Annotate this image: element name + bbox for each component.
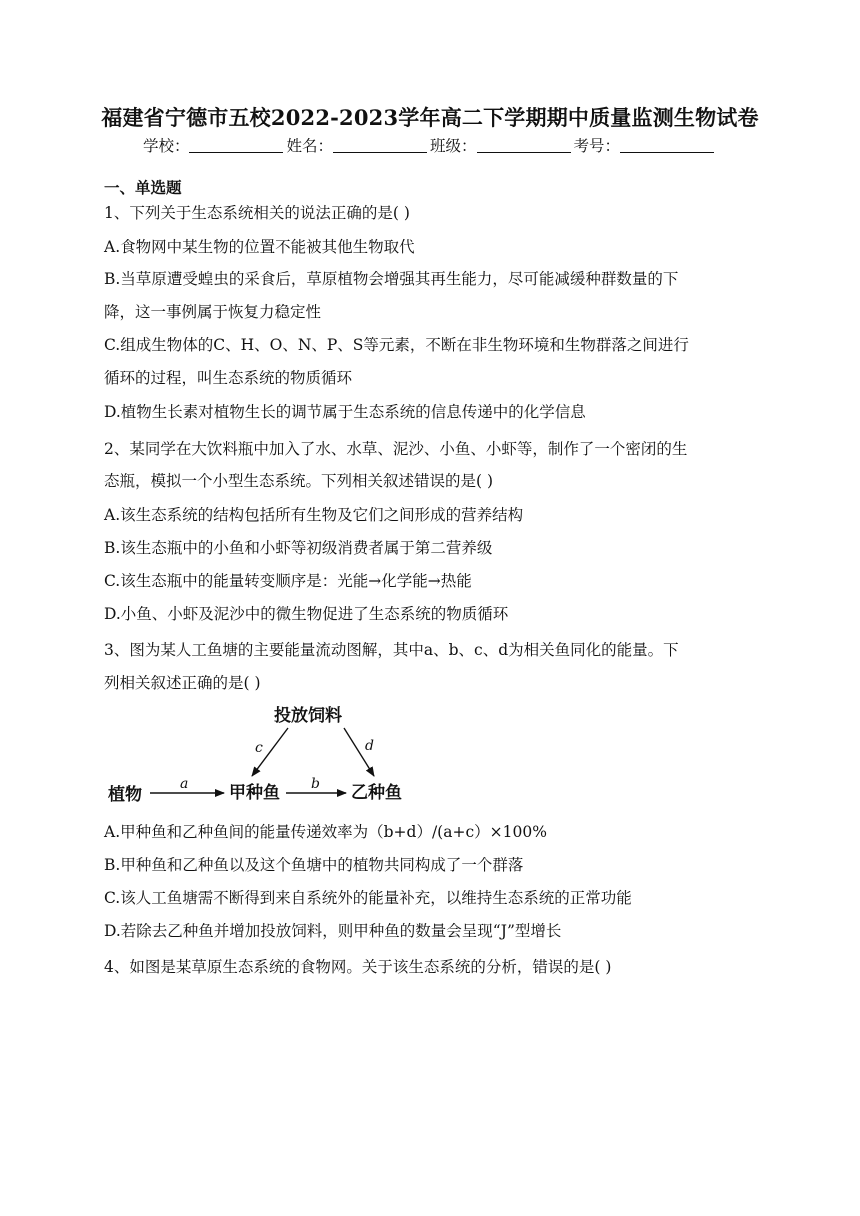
arrow-d-label: d <box>365 738 374 754</box>
question-1-option-b-cont: 降，这一事例属于恢复力稳定性 <box>104 303 322 321</box>
question-1-stem: 1、下列关于生态系统相关的说法正确的是( ) <box>104 204 410 222</box>
arrow-c-label: c <box>255 740 263 756</box>
question-3-stem: 3、图为某人工鱼塘的主要能量流动图解，其中a、b、c、d为相关鱼同化的能量。下 <box>104 641 679 659</box>
question-2-stem-cont: 态瓶，模拟一个小型生态系统。下列相关叙述错误的是( ) <box>104 472 494 490</box>
number-label: 考号： <box>573 137 621 155</box>
number-blank[interactable] <box>620 138 714 153</box>
question-1-option-c: C.组成生物体的C、H、O、N、P、S等元素，不断在非生物环境和生物群落之间进行 <box>104 336 689 354</box>
question-1-option-b: B.当草原遭受蝗虫的采食后，草原植物会增强其再生能力，尽可能减缓种群数量的下 <box>104 270 679 288</box>
question-3-option-b: B.甲种鱼和乙种鱼以及这个鱼塘中的植物共同构成了一个群落 <box>104 856 524 874</box>
feed-label: 投放饲料 <box>274 706 342 726</box>
question-2-option-b: B.该生态瓶中的小鱼和小虾等初级消费者属于第二营养级 <box>104 539 493 557</box>
energy-flow-diagram <box>104 700 424 812</box>
class-blank[interactable] <box>477 138 571 153</box>
question-3-option-c: C.该人工鱼塘需不断得到来自系统外的能量补充，以维持生态系统的正常功能 <box>104 889 632 907</box>
question-4-stem: 4、如图是某草原生态系统的食物网。关于该生态系统的分析，错误的是( ) <box>104 958 612 976</box>
arrow-a-label: a <box>180 776 189 792</box>
school-blank[interactable] <box>189 138 283 153</box>
fish-jia-label: 甲种鱼 <box>229 783 280 803</box>
arrow-b-label: b <box>311 776 320 792</box>
question-1-option-a: A.食物网中某生物的位置不能被其他生物取代 <box>104 238 415 256</box>
question-2-option-c: C.该生态瓶中的能量转变顺序是：光能→化学能→热能 <box>104 572 472 590</box>
name-label: 姓名： <box>286 137 333 155</box>
question-1-option-d: D.植物生长素对植物生长的调节属于生态系统的信息传递中的化学信息 <box>104 403 586 421</box>
exam-title: 福建省宁德市五校2022-2023学年高二下学期期中质量监测生物试卷 <box>101 105 759 130</box>
name-blank[interactable] <box>333 138 427 153</box>
section-heading: 一、单选题 <box>104 178 182 197</box>
question-2-stem: 2、某同学在大饮料瓶中加入了水、水草、泥沙、小鱼、小虾等，制作了一个密闭的生 <box>104 440 688 458</box>
class-label: 班级： <box>430 137 477 155</box>
plant-label: 植物 <box>108 785 142 805</box>
question-3-stem-cont: 列相关叙述正确的是( ) <box>104 674 261 692</box>
question-2-option-d: D.小鱼、小虾及泥沙中的微生物促进了生态系统的物质循环 <box>104 605 509 623</box>
school-label: 学校： <box>142 137 190 155</box>
student-info-row <box>0 134 860 156</box>
question-3-option-d: D.若除去乙种鱼并增加投放饲料，则甲种鱼的数量会呈现“J”型增长 <box>104 922 562 940</box>
question-2-option-a: A.该生态系统的结构包括所有生物及它们之间形成的营养结构 <box>104 506 524 524</box>
fish-yi-label: 乙种鱼 <box>351 783 402 803</box>
question-3-option-a: A.甲种鱼和乙种鱼间的能量传递效率为（b+d）/(a+c）×100% <box>104 823 547 841</box>
question-1-option-c-cont: 循环的过程，叫生态系统的物质循环 <box>104 369 353 387</box>
